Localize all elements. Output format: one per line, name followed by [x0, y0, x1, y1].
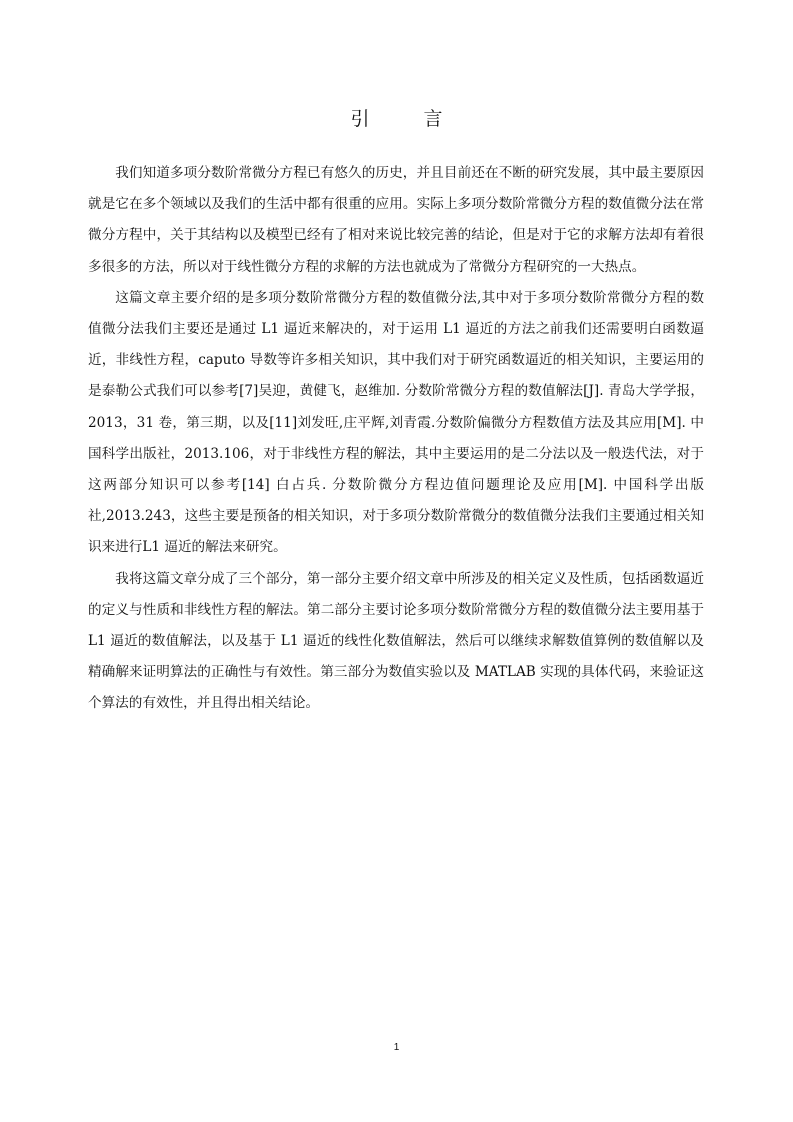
paragraph-3: 我将这篇文章分成了三个部分，第一部分主要介绍文章中所涉及的相关定义及性质，包括函数逼近的定义与性质和非线性方程的解法。第二部分主要讨论多项分数阶常微分方程的数值微分法主要用基于 L1 逼近的数值解法，以及基于 L1 逼近的线性化数值解法，然后可以继续求解数值算例的数值解以及精确解来证明算法的正确性与有效性。第三部分为数值实验以及 MATLAB 实现的具体代码，来验证这个算法的有效性，并且得出相关结论。: [88, 570, 704, 712]
paragraph-2: 这篇文章主要介绍的是多项分数阶常微分方程的数值微分法,其中对于多项分数阶常微分方程的数值微分法我们主要还是通过 L1 逼近来解决的，对于运用 L1 逼近的方法之前我们还需要明白函数逼近，非线性方程，caputo 导数等许多相关知识，其中我们对于研究函数逼近的相关知识，主要运用的是泰勒公式我们可以参考[7]吴迎，黄健飞，赵维加. 分数阶常微分方程的数值解法[J]. 青岛大学学报，2013，31 卷，第三期，以及[11]刘发旺,庄平辉,刘青霞.分数阶偏微分方程数值方法及其应用[M]. 中国科学出版社，2013.106，对于非线性方程的解法，其中主要运用的是二分法以及一般迭代法，对于这两部分知识可以参考[14] 白占兵. 分数阶微分方程边值问题理论及应用[M]. 中国科学出版社,2013.243，这些主要是预备的相关知识，对于多项分数阶常微分的数值微分法我们主要通过相关知识来进行L1 逼近的解法来研究。: [88, 289, 704, 556]
body-text: [88, 158, 704, 720]
page-number: 1: [393, 1042, 400, 1053]
section-title: 引 言: [350, 108, 467, 130]
paragraph-1: 我们知道多项分数阶常微分方程已有悠久的历史，并且目前还在不断的研究发展，其中最主要原因就是它在多个领域以及我们的生活中都有很重的应用。实际上多项分数阶常微分方程的数值微分法在常微分方程中，关于其结构以及模型已经有了相对来说比较完善的结论，但是对于它的求解方法却有着很多很多的方法，所以对于线性微分方程的求解的方法也就成为了常微分方程研究的一大热点。: [88, 165, 704, 275]
